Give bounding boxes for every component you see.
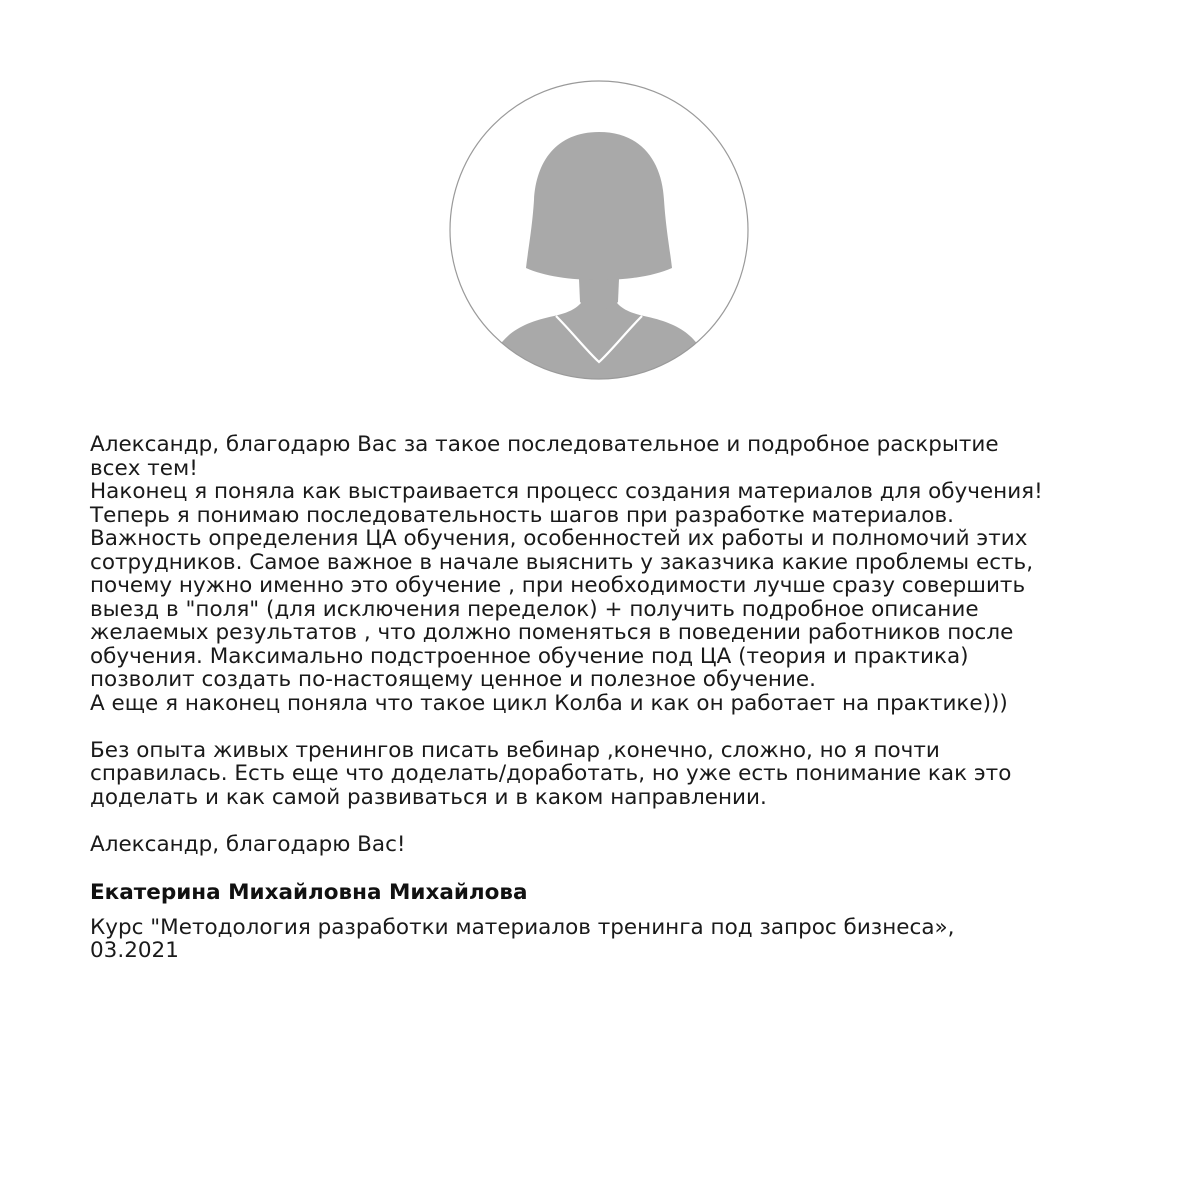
review-paragraph: Без опыта живых тренингов писать вебинар ,конечно, сложно, но я почти справилась. Есть еще что доделать/доработать, но уже есть понимание как это доделать и как самой развиваться и в каком направлении. (90, 737, 1012, 810)
review-text (90, 433, 1120, 856)
avatar (446, 80, 752, 380)
review-paragraph: Александр, благодарю Вас за такое последовательное и подробное раскрытие всех тем! Наконец я поняла как выстраивается процесс создания материалов для обучения! Теперь я понимаю последовательность шагов при разработке материалов. Важность определения ЦА обучения, особенностей их работы и полномочий этих сотрудников. Самое важное в начале выяснить у заказчика какие проблемы есть, почему нужно именно это обучение , при необходимости лучше сразу совершить выезд в "поля" (для исключения переделок) + получить подробное описание желаемых результатов , что должно поменяться в поведении работников после обучения. Максимально подстроенное обучение под ЦА (теория и практика) позволит создать по-настоящему ценное и полезное обучение. А еще я наконец поняла что такое цикл Колба и как он работает на практике))) (90, 432, 1043, 716)
author-block (90, 880, 1120, 962)
review-paragraph: Александр, благодарю Вас! (90, 831, 406, 857)
author-name: Екатерина Михайловна Михайлова (90, 880, 528, 905)
person-silhouette-icon (446, 80, 752, 380)
course-info: Курс "Методология разработки материалов тренинга под запрос бизнеса», 03.2021 (90, 915, 955, 963)
